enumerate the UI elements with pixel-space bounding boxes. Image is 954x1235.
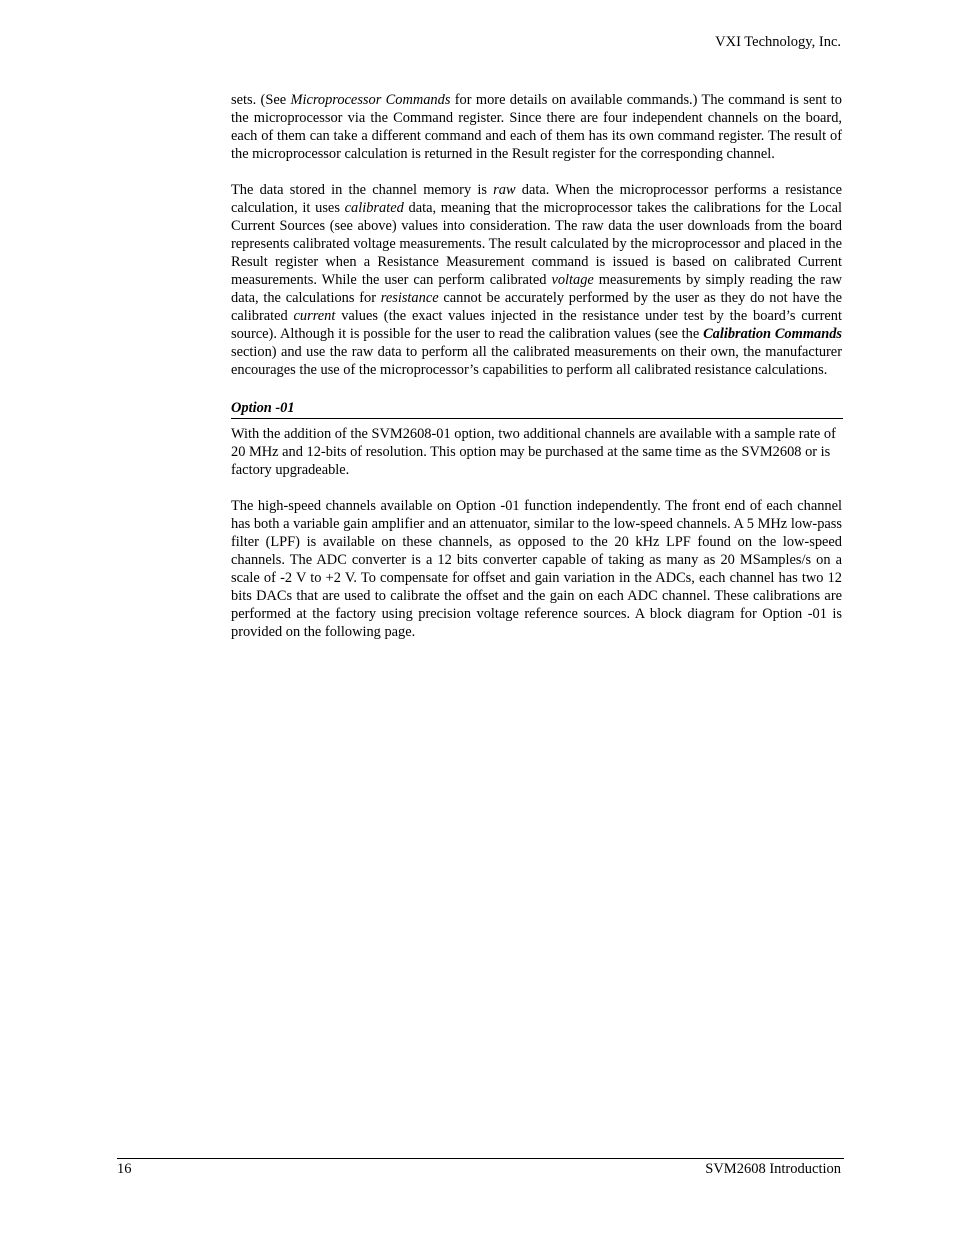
paragraph-commands: sets. (See Microprocessor Commands for more details on available commands.) The command is sent to the microprocessor via the Command register. Since there are four independent channels on the board, each of them can take a different command and each of them has its own command register. The result of the microprocessor calculation is returned in the Result register for the corresponding channel. xyxy=(231,92,842,162)
xref-microprocessor-commands: Microprocessor Commands xyxy=(290,92,451,108)
header-company: VXI Technology, Inc. xyxy=(715,34,841,50)
paragraph-high-speed-channels: The high-speed channels available on Option -01 function independently. The front end of each channel has both a variable gain amplifier and an attenuator, similar to the low-speed channels. A 5 MHz low-pass filter (LPF) is available on these channels, as opposed to the 20 kHz LPF found on the low-speed channels. The ADC converter is a 12 bits converter capable of taking as many as 20 MSamples/s on a scale of -2 V to +2 V. To compensate for offset and gain variation in the ADCs, each channel has two 12 bits DACs that are used to calibrate the offset and the gain on each ADC channel. These calibrations are performed at the factory using precision voltage reference sources. A block diagram for Option -01 is provided on the following page. xyxy=(231,498,842,640)
paragraph-option-intro: With the addition of the SVM2608-01 option, two additional channels are available with a sample rate of 20 MHz and 12-bits of resolution. This option may be purchased at the same time as the SVM2608 or is factory upgradeable. xyxy=(231,426,836,478)
footer-page-number: 16 xyxy=(117,1161,132,1177)
paragraph-raw-data: The data stored in the channel memory is raw data. When the microprocessor performs a resistance calculation, it uses calibrated data, meaning that the microprocessor takes the calibrations for the Local Current Sources (see above) values into consideration. The raw data the user downloads from the board represents calibrated voltage measurements. The result calculated by the microprocessor and placed in the Result register when a Resistance Measurement command is issued is based on calibrated Current measurements. While the user can perform calibrated voltage measurements by simply reading the raw data, the calculations for resistance cannot be accurately performed by the user as they do not have the calibrated current values (the exact values injected in the resistance under test by the board’s current source). Although it is possible for the user to read the calibration values (see the Calibration Commands section) and use the raw data to perform all the calibrated measurements on their own, the manufacturer encourages the use of the microprocessor’s capabilities to perform all calibrated resistance calculations. xyxy=(231,182,843,378)
page-body xyxy=(231,91,842,641)
section-heading-option-01: Option -01 xyxy=(231,399,843,419)
footer-section-title: SVM2608 Introduction xyxy=(705,1161,841,1177)
section-option-01 xyxy=(231,425,842,641)
footer-divider xyxy=(117,1158,844,1159)
xref-calibration-commands: Calibration Commands xyxy=(703,326,843,342)
